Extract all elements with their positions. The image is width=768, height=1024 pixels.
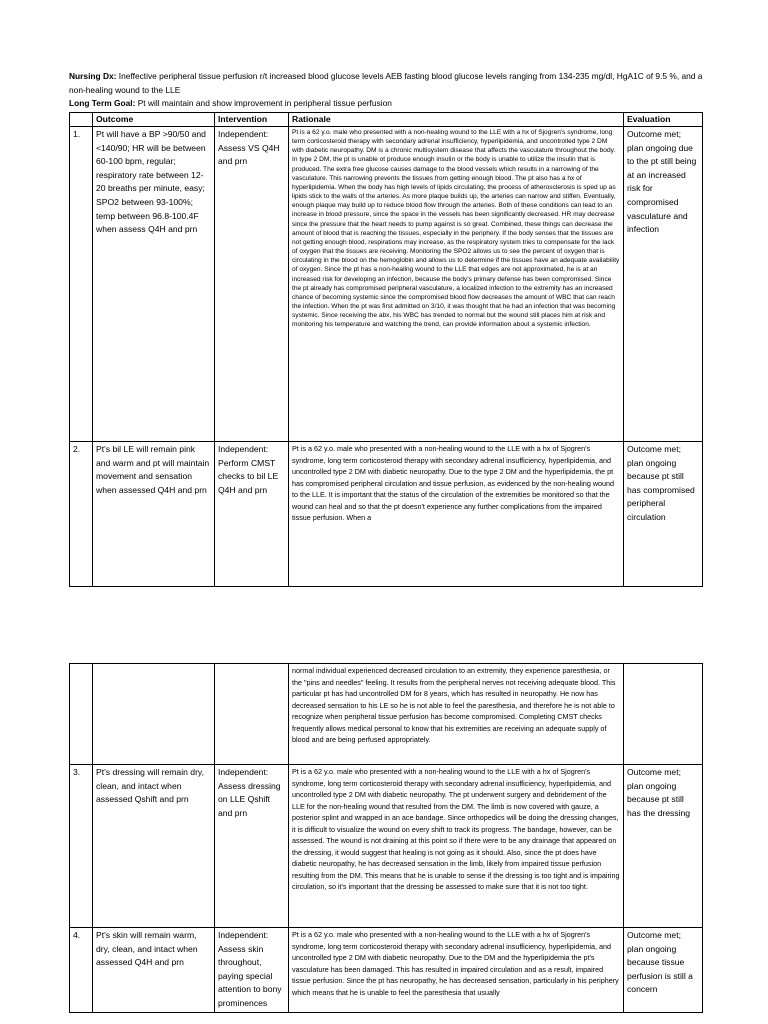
care-plan-table <box>69 112 703 587</box>
care-plan-header <box>69 70 709 111</box>
evaluation-cell: Outcome met; plan ongoing because pt still has compromised peripheral circulation <box>624 442 703 587</box>
rationale-cell: Pt is a 62 y.o. male who presented with a non-healing wound to the LLE with a hx of Sjogren's syndrome, long term corticosteroid therapy with secondary adrenal insufficiency, hyperlipidemia, and uncontrolled type 2 DM with diabetic neuropathy. Due to the type 2 DM and the hyperlipidemia, the pt has compromised peripheral circulation and tissue perfusion, as evidenced by the non-healing wound to the LLE. It is important that the status of the circulation of the extremities be monitored so that the wound can heal and so that the pt doesn't experience any further complications from the impaired tissue perfusion. When a <box>289 442 624 587</box>
table-row <box>70 928 703 1013</box>
outcome-cell: Pt's bil LE will remain pink and warm and pt will maintain movement and sensation when assessed Q4H and prn <box>93 442 215 587</box>
evaluation-cell <box>624 664 703 765</box>
row-number: 4. <box>70 928 93 1013</box>
intervention-cell <box>215 664 289 765</box>
outcome-cell: Pt will have a BP >90/50 and <140/90; HR will be between 60-100 bpm, regular; respiratory rate between 12-20 breaths per minute, easy; SPO2 between 93-100%; temp between 96.8-100.4F when assess Q4H and prn <box>93 127 215 442</box>
care-plan-table-continued <box>69 663 703 1013</box>
table-row <box>70 442 703 587</box>
table-header-row <box>70 113 703 127</box>
rationale-cell: normal individual experienced decreased circulation to an extremity, they experience paresthesia, or the "pins and needles" feeling. It results from the peripheral nerves not receiving adequate blood. This particular pt has had uncontrolled DM for 8 years, which has resulted in neuropathy. He now has decreased sensation to his LE so he is not able to feel the paresthesia, and therefore he is not able to recognize when peripheral tissue perfusion has become compromised. Completing CMST checks frequently allows medical personal to know that his extremities are receiving an adequate supply of blood and are being perfused appropriately. <box>289 664 624 765</box>
intervention-cell: Independent: Assess skin throughout, paying special attention to bony prominences <box>215 928 289 1013</box>
table-row <box>70 765 703 928</box>
outcome-cell <box>93 664 215 765</box>
outcome-cell: Pt's skin will remain warm, dry, clean, and intact when assessed Q4H and prn <box>93 928 215 1013</box>
table-row <box>70 127 703 442</box>
outcome-cell: Pt's dressing will remain dry, clean, and intact when assessed Qshift and prn <box>93 765 215 928</box>
row-number <box>70 664 93 765</box>
col-header-intervention: Intervention <box>215 113 289 127</box>
intervention-cell: Independent: Assess dressing on LLE Qshift and prn <box>215 765 289 928</box>
rationale-cell: Pt is a 62 y.o. male who presented with a non-healing wound to the LLE with a hx of Sjogren's syndrome, long term corticosteroid therapy with secondary adrenal insufficiency, hyperlipidemia, and uncontrolled type 2 DM with diabetic neuropathy. Due to the DM and the hyperlipidemia the pt's vasculature has been damaged. This has resulted in impaired circulation and as a result, impaired tissue perfusion. Since the pt has neuropathy, he has decreased sensation, particularly in his periphery which means that he is unable to feel the paresthesia that usually <box>289 928 624 1013</box>
evaluation-cell: Outcome met; plan ongoing because pt still has the dressing <box>624 765 703 928</box>
row-number: 2. <box>70 442 93 587</box>
rationale-cell: Pt is a 62 y.o. male who presented with a non-healing wound to the LLE with a hx of Sjogren's syndrome, long term corticosteroid therapy with secondary adrenal insufficiency, hyperlipidemia, and uncontrolled type 2 DM with diabetic neuropathy. The pt underwent surgery and debridement of the LLE for the non-healing wound that resulted from the DM. The limb is now covered with gauze, a posterior splint and wrapped in an ace bandage. Since orthopedics will be doing the dressing changes, it is difficult to visualize the wound on every shift to track its progress. The bandage, however, can be assessed. The wound is not draining at this point so if there were to be any drainage that appeared on the dressing, it would suggest that healing is not going as it should. Also, since the pt does have diabetic neuropathy, he has decreased sensation in the limb, likely from impaired tissue perfusion resulting from the DM. This means that he is unable to sense if the dressing is too tight and is impairing circulation, so it's important that the dressing be assessed to make sure that it is not too tight. <box>289 765 624 928</box>
col-header-rationale: Rationale <box>289 113 624 127</box>
col-header-number <box>70 113 93 127</box>
row-number: 3. <box>70 765 93 928</box>
evaluation-cell: Outcome met; plan ongoing because tissue perfusion is still a concern <box>624 928 703 1013</box>
evaluation-cell: Outcome met; plan ongoing due to the pt still being at an increased risk for compromised vasculature and infection <box>624 127 703 442</box>
nursing-diagnosis: Nursing Dx: Ineffective peripheral tissue perfusion r/t increased blood glucose levels AEB fasting blood glucose levels ranging from 134-235 mg/dl, HgA1C of 9.5 %, and a non-healing wound to the LLE <box>69 71 703 95</box>
row-number: 1. <box>70 127 93 442</box>
col-header-outcome: Outcome <box>93 113 215 127</box>
intervention-cell: Independent: Assess VS Q4H and prn <box>215 127 289 442</box>
rationale-cell: Pt is a 62 y.o. male who presented with a non-healing wound to the LLE with a hx of Sjogren's syndrome, long term corticosteroid therapy with secondary adrenal insufficiency, hyperlipidemia, and uncontrolled type 2 DM with diabetic neuropathy. DM is a chronic multisystem disease that affects the vasculature throughout the body. In type 2 DM, the pt is unable ot produce enough insulin or the body is unable to utilize the insulin that is produced. The extra free glucose causes damage to the blood vessels which results in a narrowing of the vasculature. This narrowing prevents the tissues from getting enough blood. The pt also has a hx of hyperlipidemia. When the body has high levels of lipids circulating, the process of atherosclerosis is sped up as lipids stick to the walls of the arteries. As more plaque builds up, the arteries can narrow and stiffen. Eventually, enough plaque may build up to reduce blood flow through the arteries. Both of these conditions can lead to an increase in blood pressure, since the space in the vessels has been significantly decreased. HR may decrease since the pressure that the heart needs to pump against is so great. Combined, these things can decrease the amount of blood that is reaching the tissues, especially in the periphery. If the body senses that the tissues are not getting enough blood, respirations may increase, as the respiratory system tries to compensate for the lack of oxygen that the tissues are receiving. Monitoring the SPO2 allows us to see the percent of oxygen that is circulating in the blood on the hemoglobin and allows us to determine if the tissues have an adequate availability of oxygen. Since the pt has a non-healing wound to the LLE that edges are not approximated, he is at an increased risk for developing an infection, because the body's primary defense has been compromised. Since the pt already has compromised peripheral vasculature, a localized infection to the extremity has an increased chance of becoming systemic since the compromised blood flow decreases the amount of WBC that can reach the infection. When the pt was first admitted on 3/10, it was thought that he had an infection that was becoming systemic. Since receiving the abx, his WBC has trended to normal but the wound still places him at risk and monitoring his temperature and watching the trend, can provide information about a systemic infection. <box>289 127 624 442</box>
intervention-cell: Independent: Perform CMST checks to bil LE Q4H and prn <box>215 442 289 587</box>
col-header-evaluation: Evaluation <box>624 113 703 127</box>
long-term-goal: Long Term Goal: Pt will maintain and show improvement in peripheral tissue perfusion <box>69 98 392 108</box>
table-row <box>70 664 703 765</box>
